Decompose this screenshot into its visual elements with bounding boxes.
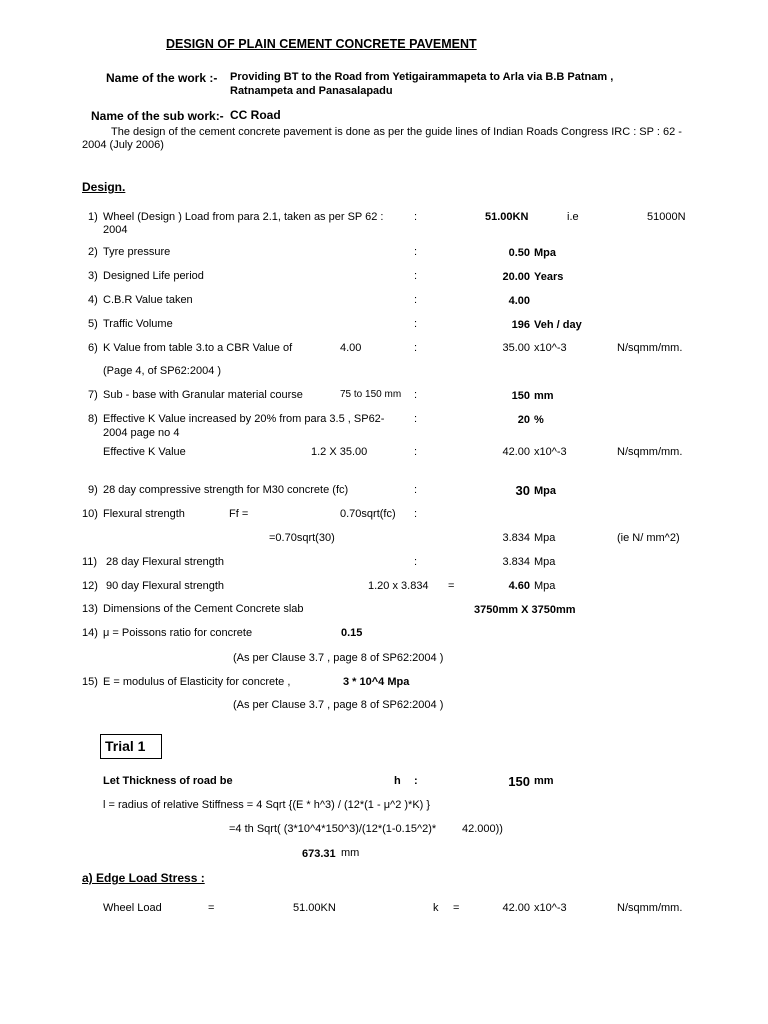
trial-title: Trial 1 <box>105 738 146 754</box>
item-unit: % <box>534 414 544 426</box>
item-value: 0.50 <box>508 247 530 259</box>
work-label: Name of the work :- <box>106 71 218 85</box>
item-label: Flexural strength <box>103 508 185 520</box>
intro-line1: The design of the cement concrete pavement is done as per the guide lines of Indian Roads Congress IRC : SP : 62 - <box>111 126 682 138</box>
item-number: 12) <box>82 580 98 592</box>
colon: : <box>414 389 418 401</box>
item-multiplier: x10^-3 <box>534 342 567 354</box>
subwork-label: Name of the sub work:- <box>91 109 224 123</box>
item-label: μ = Poissons ratio for concrete <box>103 627 253 639</box>
item-unit: mm <box>534 390 554 402</box>
item-label: Effective K Value increased by 20% from para 3.5 , SP62- <box>103 413 385 425</box>
h-symbol: h <box>394 775 401 787</box>
item-number: 15) <box>82 676 98 688</box>
intro-line2: 2004 (July 2006) <box>82 139 164 151</box>
item-label: Sub - base with Granular material course <box>103 389 303 401</box>
item-unit: N/sqmm/mm. <box>617 342 683 354</box>
item-note: (Page 4, of SP62:2004 ) <box>103 365 222 377</box>
wheel-label: Wheel Load <box>103 902 162 914</box>
item-value: 4.60 <box>508 580 530 592</box>
item-value: 51.00KN <box>485 211 529 223</box>
item-number: 13) <box>82 603 98 615</box>
l-formula: l = radius of relative Stiffness = 4 Sqrt {(E * h^3) / (12*(1 - μ^2 )*K) } <box>103 799 431 811</box>
item-label-cont: 2004 <box>103 224 128 236</box>
colon: : <box>414 246 418 258</box>
item-label: C.B.R Value taken <box>103 294 193 306</box>
item-unit: Mpa <box>534 580 556 592</box>
item-number: 1) <box>88 211 98 223</box>
item-unit: Mpa <box>534 247 556 259</box>
k-value: 42.00 <box>502 902 530 914</box>
colon: : <box>414 342 418 354</box>
equals: = <box>453 902 460 914</box>
item-value: 150 <box>511 390 530 402</box>
item-value: 0.15 <box>341 627 363 639</box>
item-label: 28 day compressive strength for M30 concrete (fc) <box>103 484 349 496</box>
ie-text: i.e <box>567 211 579 223</box>
item-number: 7) <box>88 389 98 401</box>
item-range: 75 to 150 mm <box>340 389 402 400</box>
colon: : <box>414 508 418 520</box>
l-unit: mm <box>341 847 360 859</box>
item-label: Effective K Value <box>103 446 186 458</box>
trial-box <box>100 734 162 759</box>
item-label: 90 day Flexural strength <box>106 580 225 592</box>
item-number: 8) <box>88 413 98 425</box>
item-number: 4) <box>88 294 98 306</box>
colon: : <box>414 211 418 223</box>
item-label: Tyre pressure <box>103 246 171 258</box>
item-label: Wheel (Design ) Load from para 2.1, taken as per SP 62 : <box>103 211 384 223</box>
work-value-line1: Providing BT to the Road from Yetigairammapeta to Arla via B.B Patnam , <box>230 71 614 83</box>
work-value-line2: Ratnampeta and Panasalapadu <box>230 85 393 97</box>
item-value: 3.834 <box>502 556 530 568</box>
k-multiplier: x10^-3 <box>534 902 567 914</box>
item-label: Traffic Volume <box>103 318 173 330</box>
item-number: 3) <box>88 270 98 282</box>
ff-label: Ff = <box>229 508 249 520</box>
thickness-value: 150 <box>508 774 530 789</box>
item-number: 5) <box>88 318 98 330</box>
item-alt-value: 51000N <box>647 211 686 223</box>
l-value: 673.31 <box>302 848 336 860</box>
equals: = <box>448 580 455 592</box>
item-label: 28 day Flexural strength <box>106 556 225 568</box>
colon: : <box>414 294 418 306</box>
colon: : <box>414 446 418 458</box>
item-label: E = modulus of Elasticity for concrete , <box>103 676 291 688</box>
item-value: 3.834 <box>502 532 530 544</box>
item-label: K Value from table 3.to a CBR Value of <box>103 342 293 354</box>
item-unit: Veh / day <box>534 319 582 331</box>
colon: : <box>414 413 418 425</box>
thickness-label: Let Thickness of road be <box>103 775 233 787</box>
item-unit: Mpa <box>534 485 556 497</box>
colon: : <box>414 270 418 282</box>
design-heading: Design. <box>82 180 126 194</box>
k-unit: N/sqmm/mm. <box>617 902 683 914</box>
item-calc: 1.2 X 35.00 <box>311 446 368 458</box>
item-value: 4.00 <box>508 295 530 307</box>
item-calc: 1.20 x 3.834 <box>368 580 429 592</box>
colon: : <box>414 556 418 568</box>
page-title: DESIGN OF PLAIN CEMENT CONCRETE PAVEMENT <box>166 37 477 51</box>
item-value: 196 <box>511 319 530 331</box>
formula: 0.70sqrt(fc) <box>340 508 396 520</box>
item-value: 20 <box>517 414 530 426</box>
item-value: 3 * 10^4 Mpa <box>343 676 410 688</box>
item-note: (As per Clause 3.7 , page 8 of SP62:2004 ) <box>233 699 444 711</box>
item-value: 20.00 <box>502 271 530 283</box>
colon: : <box>414 318 418 330</box>
k-label: k <box>433 902 439 914</box>
thickness-unit: mm <box>534 775 554 787</box>
colon: : <box>414 775 418 787</box>
item-number: 6) <box>88 342 98 354</box>
item-number: 11) <box>82 556 98 568</box>
subwork-value: CC Road <box>230 108 281 122</box>
item-label: Designed Life period <box>103 270 204 282</box>
item-number: 9) <box>88 484 98 496</box>
item-value: 3750mm X 3750mm <box>474 604 576 616</box>
item-label: Dimensions of the Cement Concrete slab <box>103 603 304 615</box>
item-note: (As per Clause 3.7 , page 8 of SP62:2004 ) <box>233 652 444 664</box>
item-note: (ie N/ mm^2) <box>617 532 680 544</box>
item-unit: Years <box>534 271 564 283</box>
l-calc: =4 th Sqrt( (3*10^4*150^3)/(12*(1-0.15^2)* <box>229 823 437 835</box>
item-unit: N/sqmm/mm. <box>617 446 683 458</box>
formula-calc: =0.70sqrt(30) <box>269 532 335 544</box>
cbr-value: 4.00 <box>340 342 362 354</box>
item-number: 14) <box>82 627 98 639</box>
edge-heading: a) Edge Load Stress : <box>82 871 205 885</box>
item-number: 10) <box>82 508 98 520</box>
item-multiplier: x10^-3 <box>534 446 567 458</box>
item-value: 30 <box>515 483 530 498</box>
item-value: 35.00 <box>502 342 530 354</box>
item-unit: Mpa <box>534 532 556 544</box>
item-number: 2) <box>88 246 98 258</box>
wheel-value: 51.00KN <box>293 902 336 914</box>
item-value: 42.00 <box>502 446 530 458</box>
item-unit: Mpa <box>534 556 556 568</box>
colon: : <box>414 484 418 496</box>
equals: = <box>208 902 215 914</box>
l-calc-k: 42.000)) <box>462 823 503 835</box>
item-label-cont: 2004 page no 4 <box>103 427 180 439</box>
